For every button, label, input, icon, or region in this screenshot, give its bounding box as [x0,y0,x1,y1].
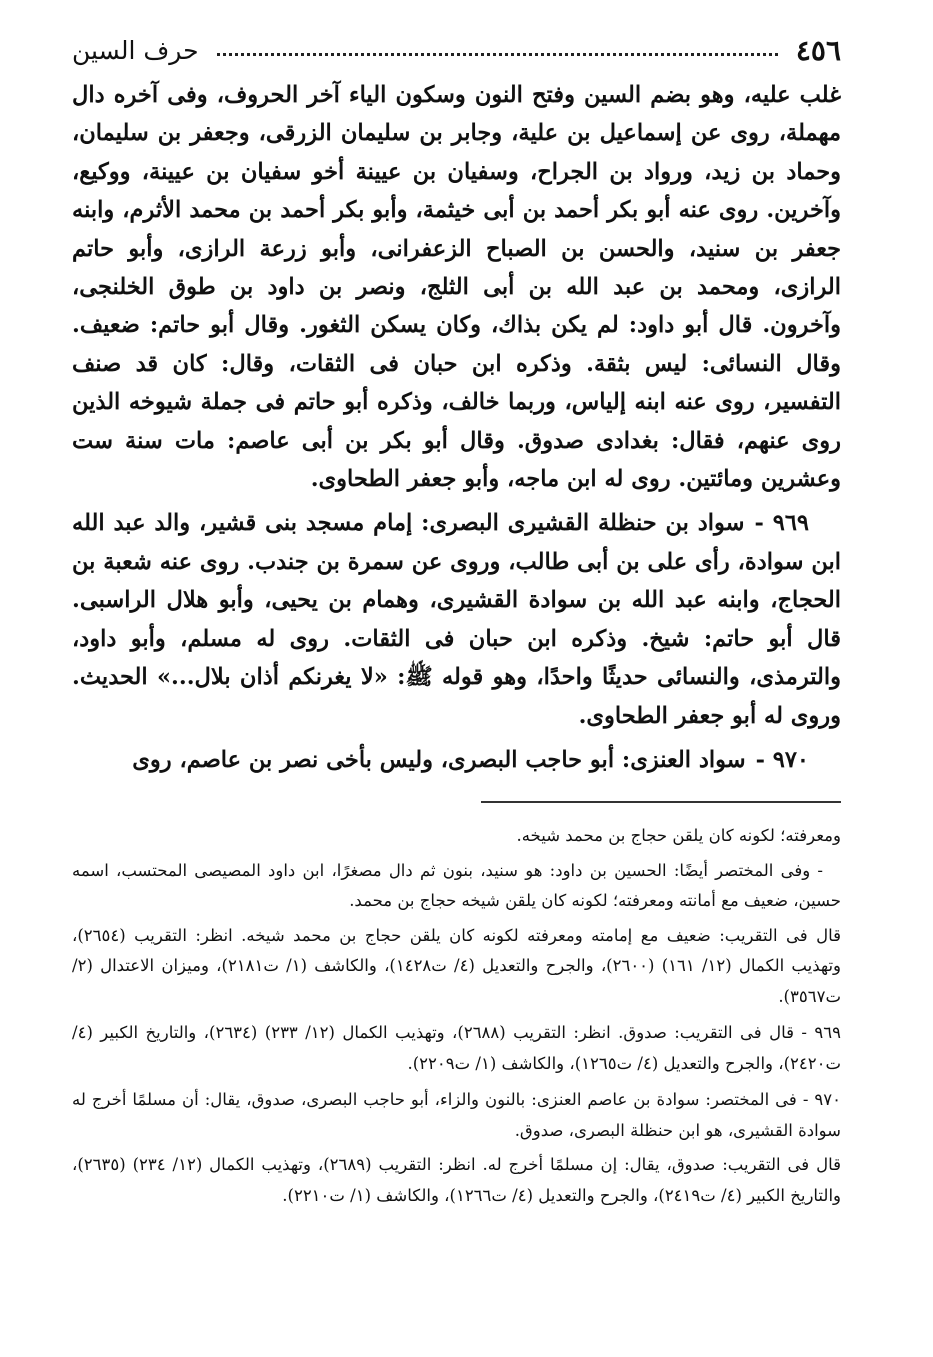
page-header [72,30,841,70]
running-title: حرف السين [72,35,199,65]
main-text [72,76,841,779]
footnote-separator [481,801,841,803]
dotted-leader [217,53,778,56]
footnote-mukhtasar: - وفى المختصر أيضًا: الحسين بن داود: هو سنيد، بنون ثم دال مصغرًا، ابن داود المصيصى المحتسب، اسمه حسين، ضعيف مع أمانته ومعرفته؛ لكونه كان يلقن شيخه حجاج بن محمد. [72,860,841,911]
footnotes [72,821,841,1211]
entry-text: سواد العنزى: أبو حاجب البصرى، وليس بأخى نصر بن عاصم، روى [132,746,746,773]
entry-969 [72,504,841,734]
entry-number: ٩٧٠ - [755,746,809,773]
page-number: ٤٥٦ [795,33,841,67]
entry-970 [72,741,841,779]
entry-text: سواد بن حنظلة القشيرى البصرى: إمام مسجد بنى قشير، والد عبد الله ابن سوادة، رأى على بن أبى طالب، وروى عن سمرة بن جندب. روى عنه شعبة بن الحجاج، وابنه عبد الله بن سوادة القشيرى، وهمام بن يحيى، وأبو هلال الراسبى. قال أبو حاتم: شيخ. وذكره ابن حبان فى الثقات. روى له مسلم، وأبو داود، والترمذى، والنسائى حديثًا واحدًا، وهو قوله ﷺ: «لا يغرنكم أذان بلال...» الحديث. وروى له أبو جعفر الطحاوى. [72,510,841,729]
continuation-paragraph: غلب عليه، وهو بضم السين وفتح النون وسكون الياء آخر الحروف، وفى آخره دال مهملة، روى عن إسماعيل بن علية، وجابر بن سليمان الزرقى، وجعفر بن سليمان، وحماد بن زيد، ورواد بن الجراح، وسفيان بن عيينة أخو سفيان بن عيينة، ووكيع، وآخرين. روى عنه أبو بكر أحمد بن أبى خيثمة، وأبو بكر أحمد بن محمد الأثرم، وابنه جعفر بن سنيد، والحسن بن الصباح الزعفرانى، وأبو زرعة الرازى، وأبو حاتم الرازى، ومحمد بن عبد الله بن أبى الثلج، ونصر بن داود بن طوق الخلنجى، وآخرون. قال أبو داود: لم يكن بذاك، وكان يسكن الثغور. وقال أبو حاتم: ضعيف. وقال النسائى: ليس بثقة. وذكره ابن حبان فى الثقات، وقال: كان قد صنف التفسير، روى عنه ابنه إلياس، وربما خالف، وذكره أبو حاتم فى جملة شيوخه الذين روى عنهم، فقال: بغدادى صدوق. وقال أبو بكر بن أبى عاصم: مات سنة ست وعشرين ومائتين. روى له ابن ماجه، وأبو جعفر الطحاوى. [72,82,841,493]
footnote-970-taqrib: قال فى التقريب: صدوق، يقال: إن مسلمًا أخرج له. انظر: التقريب (٢٦٨٩)، وتهذيب الكمال (١٢/ ٢٣٤) (٢٦٣٥)، والتاريخ الكبير (٤/ ت٢٤١٩)، والجرح والتعديل (٤/ ت١٢٦٦)، والكاشف (١/ ت٢٢١٠). [72,1155,841,1205]
footnote-continuation: ومعرفته؛ لكونه كان يلقن حجاج بن محمد شيخه. [516,826,841,846]
footnote-taqrib: قال فى التقريب: ضعيف مع إمامته ومعرفته لكونه كان يلقن حجاج بن محمد شيخه. انظر: التقريب (٢٦٥٤)، وتهذيب الكمال (١٢/ ١٦١) (٢٦٠٠)، والجرح والتعديل (٤/ ت١٤٢٨)، والكاشف (١/ ت٢١٨١)، وميزان الاعتدال (٢/ ت٣٥٦٧). [72,925,842,1006]
footnote-969: ٩٦٩ - قال فى التقريب: صدوق. انظر: التقريب (٢٦٨٨)، وتهذيب الكمال (١٢/ ٢٣٣) (٢٦٣٤)، والتاريخ الكبير (٤/ ت٢٤٢٠)، والجرح والتعديل (٤/ ت١٢٦٥)، والكاشف (١/ ت٢٢٠٩). [72,1023,841,1073]
footnote-970-mukhtasar: ٩٧٠ - فى المختصر: سوادة بن عاصم العنزى: بالنون والزاء، أبو حاجب البصرى، صدوق، يقال: أن مسلمًا أخرج له سوادة القشيرى، هو ابن حنظلة البصرى، صدوق. [72,1090,841,1140]
entry-number: ٩٦٩ - [754,510,809,537]
